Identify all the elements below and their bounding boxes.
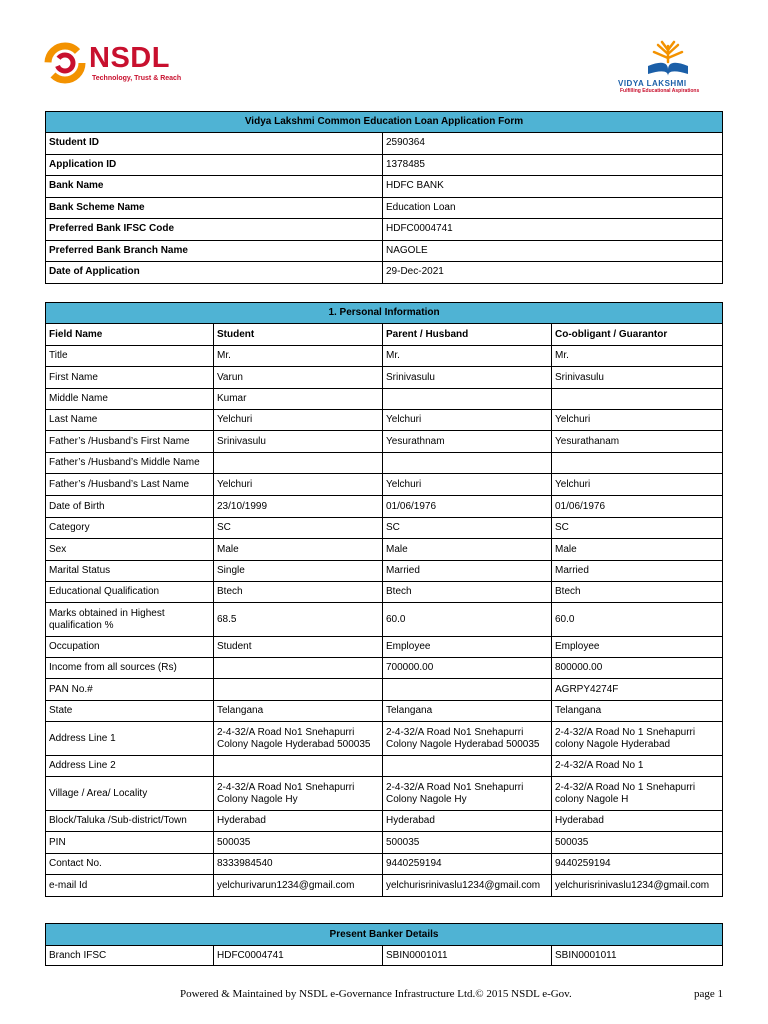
student-cell: Kumar — [214, 389, 383, 410]
table-row — [46, 561, 723, 582]
student-cell: 2-4-32/A Road No1 Snehapurri Colony Nagole Hy — [214, 777, 383, 811]
parent-cell: Yesurathnam — [383, 431, 552, 453]
column-header-guarantor: Co-obligant / Guarantor — [552, 324, 723, 346]
field-name-cell: Father’s /Husband’s First Name — [46, 431, 214, 453]
guarantor-cell: Yelchuri — [552, 474, 723, 496]
guarantor-cell: Srinivasulu — [552, 367, 723, 389]
info-value: NAGOLE — [383, 240, 723, 262]
table-row — [46, 946, 723, 966]
table-row — [46, 389, 723, 410]
table-row — [46, 518, 723, 539]
field-name-cell: Branch IFSC — [46, 946, 214, 966]
student-cell: 23/10/1999 — [214, 496, 383, 518]
student-cell: 68.5 — [214, 603, 383, 637]
guarantor-cell: Yesurathanam — [552, 431, 723, 453]
section-title-banker: Present Banker Details — [46, 924, 723, 946]
table-row — [46, 854, 723, 875]
student-cell: Hyderabad — [214, 811, 383, 832]
info-row — [46, 240, 723, 262]
parent-cell: 2-4-32/A Road No1 Snehapurri Colony Nagole Hyderabad 500035 — [383, 722, 552, 756]
guarantor-cell: Married — [552, 561, 723, 582]
field-name-cell: Father’s /Husband’s Last Name — [46, 474, 214, 496]
guarantor-cell: yelchurisrinivaslu1234@gmail.com — [552, 875, 723, 897]
student-cell: Telangana — [214, 701, 383, 722]
field-name-cell: Father’s /Husband’s Middle Name — [46, 453, 214, 474]
table-row — [46, 658, 723, 679]
info-label: Bank Scheme Name — [46, 197, 383, 219]
table-row — [46, 582, 723, 603]
guarantor-cell: 9440259194 — [552, 854, 723, 875]
parent-cell: Telangana — [383, 701, 552, 722]
parent-cell: yelchurisrinivaslu1234@gmail.com — [383, 875, 552, 897]
field-name-cell: Sex — [46, 539, 214, 561]
field-name-cell: Address Line 2 — [46, 756, 214, 777]
student-cell: Student — [214, 637, 383, 658]
student-cell: Btech — [214, 582, 383, 603]
guarantor-cell: 2-4-32/A Road No 1 Snehapurri colony Nagole H — [552, 777, 723, 811]
info-row — [46, 197, 723, 219]
guarantor-cell: 60.0 — [552, 603, 723, 637]
table-row — [46, 811, 723, 832]
guarantor-cell: Male — [552, 539, 723, 561]
student-cell — [214, 453, 383, 474]
section-title-personal: 1. Personal Information — [46, 303, 723, 324]
column-header-parent: Parent / Husband — [383, 324, 552, 346]
guarantor-cell: 500035 — [552, 832, 723, 854]
guarantor-cell: Btech — [552, 582, 723, 603]
table-row — [46, 875, 723, 897]
table-row — [46, 603, 723, 637]
student-cell: 8333984540 — [214, 854, 383, 875]
guarantor-cell: 2-4-32/A Road No 1 — [552, 756, 723, 777]
table-row — [46, 474, 723, 496]
parent-cell: 60.0 — [383, 603, 552, 637]
nsdl-logo-text: NSDL — [89, 42, 170, 74]
nsdl-swirl-icon — [44, 42, 86, 84]
info-row — [46, 262, 723, 284]
field-name-cell: Block/Taluka /Sub-district/Town — [46, 811, 214, 832]
parent-cell: SBIN0001011 — [383, 946, 552, 966]
field-name-cell: Contact No. — [46, 854, 214, 875]
field-name-cell: State — [46, 701, 214, 722]
parent-cell — [383, 453, 552, 474]
parent-cell: 2-4-32/A Road No1 Snehapurri Colony Nagole Hy — [383, 777, 552, 811]
info-value: 29-Dec-2021 — [383, 262, 723, 284]
parent-cell: 500035 — [383, 832, 552, 854]
parent-cell: Married — [383, 561, 552, 582]
guarantor-cell: Mr. — [552, 346, 723, 367]
guarantor-cell: Telangana — [552, 701, 723, 722]
field-name-cell: e-mail Id — [46, 875, 214, 897]
parent-cell: Btech — [383, 582, 552, 603]
parent-cell: Yelchuri — [383, 410, 552, 431]
info-label: Bank Name — [46, 176, 383, 198]
field-name-cell: Educational Qualification — [46, 582, 214, 603]
field-name-cell: Date of Birth — [46, 496, 214, 518]
form-title: Vidya Lakshmi Common Education Loan Application Form — [46, 112, 723, 133]
student-cell: yelchurivarun1234@gmail.com — [214, 875, 383, 897]
field-name-cell: Title — [46, 346, 214, 367]
personal-information-table — [45, 302, 723, 897]
application-info-table — [45, 111, 723, 284]
student-cell: Srinivasulu — [214, 431, 383, 453]
guarantor-cell: SC — [552, 518, 723, 539]
field-name-cell: Category — [46, 518, 214, 539]
student-cell: Yelchuri — [214, 410, 383, 431]
student-cell: HDFC0004741 — [214, 946, 383, 966]
nsdl-logo-tagline: Technology, Trust & Reach — [92, 75, 182, 82]
student-cell: Mr. — [214, 346, 383, 367]
parent-cell — [383, 756, 552, 777]
table-row — [46, 679, 723, 701]
guarantor-cell: Employee — [552, 637, 723, 658]
guarantor-cell — [552, 389, 723, 410]
parent-cell: 01/06/1976 — [383, 496, 552, 518]
field-name-cell: PIN — [46, 832, 214, 854]
info-value: 2590364 — [383, 133, 723, 155]
field-name-cell: Income from all sources (Rs) — [46, 658, 214, 679]
parent-cell — [383, 679, 552, 701]
parent-cell: Employee — [383, 637, 552, 658]
student-cell — [214, 679, 383, 701]
student-cell: 2-4-32/A Road No1 Snehapurri Colony Nagole Hyderabad 500035 — [214, 722, 383, 756]
field-name-cell: PAN No.# — [46, 679, 214, 701]
parent-cell: 700000.00 — [383, 658, 552, 679]
info-value: HDFC BANK — [383, 176, 723, 198]
parent-cell: Hyderabad — [383, 811, 552, 832]
guarantor-cell: 800000.00 — [552, 658, 723, 679]
table-row — [46, 832, 723, 854]
student-cell: Varun — [214, 367, 383, 389]
parent-cell: Yelchuri — [383, 474, 552, 496]
guarantor-cell: Yelchuri — [552, 410, 723, 431]
vidya-lakshmi-book-tree-icon — [638, 40, 698, 78]
column-header-student: Student — [214, 324, 383, 346]
field-name-cell: Last Name — [46, 410, 214, 431]
guarantor-cell: SBIN0001011 — [552, 946, 723, 966]
field-name-cell: First Name — [46, 367, 214, 389]
table-row — [46, 756, 723, 777]
field-name-cell: Occupation — [46, 637, 214, 658]
info-label: Preferred Bank IFSC Code — [46, 219, 383, 241]
guarantor-cell: 01/06/1976 — [552, 496, 723, 518]
field-name-cell: Middle Name — [46, 389, 214, 410]
field-name-cell: Village / Area/ Locality — [46, 777, 214, 811]
info-row — [46, 154, 723, 176]
info-label: Student ID — [46, 133, 383, 155]
info-value: Education Loan — [383, 197, 723, 219]
parent-cell: SC — [383, 518, 552, 539]
parent-cell: Mr. — [383, 346, 552, 367]
table-row — [46, 410, 723, 431]
info-value: HDFC0004741 — [383, 219, 723, 241]
info-label: Preferred Bank Branch Name — [46, 240, 383, 262]
table-row — [46, 777, 723, 811]
footer-credit: Powered & Maintained by NSDL e-Governance Infrastructure Ltd.© 2015 NSDL e-Gov. — [180, 988, 572, 1000]
table-row — [46, 431, 723, 453]
student-cell — [214, 658, 383, 679]
table-row — [46, 701, 723, 722]
info-row — [46, 133, 723, 155]
parent-cell: 9440259194 — [383, 854, 552, 875]
field-name-cell: Marks obtained in Highest qualification % — [46, 603, 214, 637]
parent-cell: Male — [383, 539, 552, 561]
field-name-cell: Address Line 1 — [46, 722, 214, 756]
info-label: Date of Application — [46, 262, 383, 284]
present-banker-table — [45, 923, 723, 966]
parent-cell — [383, 389, 552, 410]
nsdl-logo — [44, 42, 194, 87]
guarantor-cell: Hyderabad — [552, 811, 723, 832]
guarantor-cell — [552, 453, 723, 474]
student-cell: Yelchuri — [214, 474, 383, 496]
student-cell: SC — [214, 518, 383, 539]
table-row — [46, 496, 723, 518]
page-number: page 1 — [694, 988, 724, 1000]
parent-cell: Srinivasulu — [383, 367, 552, 389]
table-row — [46, 346, 723, 367]
vidya-lakshmi-tagline: Fulfilling Educational Aspirations — [620, 88, 700, 94]
student-cell: Male — [214, 539, 383, 561]
info-label: Application ID — [46, 154, 383, 176]
table-row — [46, 367, 723, 389]
table-row — [46, 539, 723, 561]
table-row — [46, 637, 723, 658]
info-value: 1378485 — [383, 154, 723, 176]
table-row — [46, 453, 723, 474]
field-name-cell: Marital Status — [46, 561, 214, 582]
guarantor-cell: AGRPY4274F — [552, 679, 723, 701]
column-header-field: Field Name — [46, 324, 214, 346]
student-cell: Single — [214, 561, 383, 582]
vidya-lakshmi-logo — [598, 40, 738, 96]
info-row — [46, 176, 723, 198]
student-cell — [214, 756, 383, 777]
student-cell: 500035 — [214, 832, 383, 854]
table-row — [46, 722, 723, 756]
info-row — [46, 219, 723, 241]
guarantor-cell: 2-4-32/A Road No 1 Snehapurri colony Nagole Hyderabad — [552, 722, 723, 756]
vidya-lakshmi-logo-text: VIDYA LAKSHMI — [618, 79, 687, 88]
